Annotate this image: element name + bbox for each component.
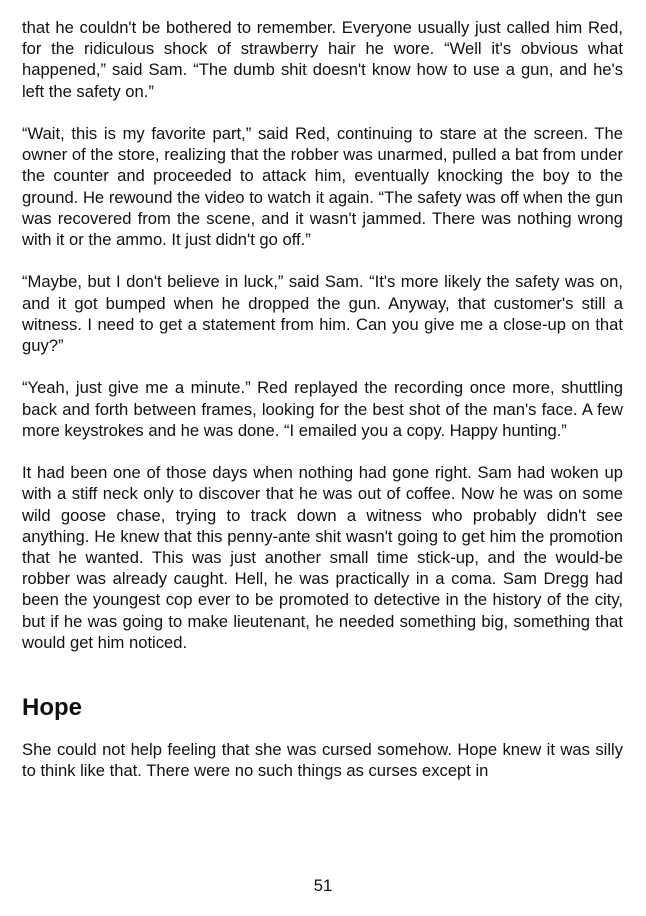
page-number: 51 bbox=[313, 876, 333, 895]
document-page bbox=[22, 17, 623, 803]
paragraph-3: “Maybe, but I don't believe in luck,” said Sam. “It's more likely the safety was on, and it got bumped when he dropped the gun. Anyway, that customer's still a witness. I need to get a statement from him. Can you give me a close-up on that guy?” bbox=[22, 272, 623, 356]
paragraph-4: “Yeah, just give me a minute.” Red replayed the recording once more, shuttling back and forth between frames, looking for the best shot of the man's face. A few more keystrokes and he was done. “I emailed you a copy. Happy hunting.” bbox=[22, 378, 623, 440]
paragraph-2: “Wait, this is my favorite part,” said Red, continuing to stare at the screen. The owner of the store, realizing that the robber was unarmed, pulled a bat from under the counter and proceeded to attack him, eventually knocking the boy to the ground. He rewound the video to watch it again. “The safety was off when the gun was recovered from the scene, and it wasn't jammed. There was nothing wrong with it or the ammo. It just didn't go off.” bbox=[22, 124, 623, 250]
paragraph-1: that he couldn't be bothered to remember. Everyone usually just called him Red, for the ridiculous shock of strawberry hair he wore. “Well it's obvious what happened,” said Sam. “The dumb shit doesn't know how to use a gun, and he's left the safety on.” bbox=[22, 18, 623, 101]
section-heading: Hope bbox=[22, 694, 82, 722]
paragraph-6: She could not help feeling that she was cursed somehow. Hope knew it was silly to think like that. There were no such things as curses except in bbox=[22, 740, 623, 781]
paragraph-5: It had been one of those days when nothing had gone right. Sam had woken up with a stiff neck only to discover that he was out of coffee. Now he was on some wild goose chase, trying to track down a witness who probably didn't see anything. He knew that this penny-ante shit wasn't going to get him the promotion that he wanted. This was just another small time stick-up, and the would-be robber was already caught. Hell, he was practically in a coma. Sam Dregg had been the youngest cop ever to be promoted to detective in the history of the city, but if he was going to make lieutenant, he needed something big, something that would get him noticed. bbox=[22, 463, 623, 652]
